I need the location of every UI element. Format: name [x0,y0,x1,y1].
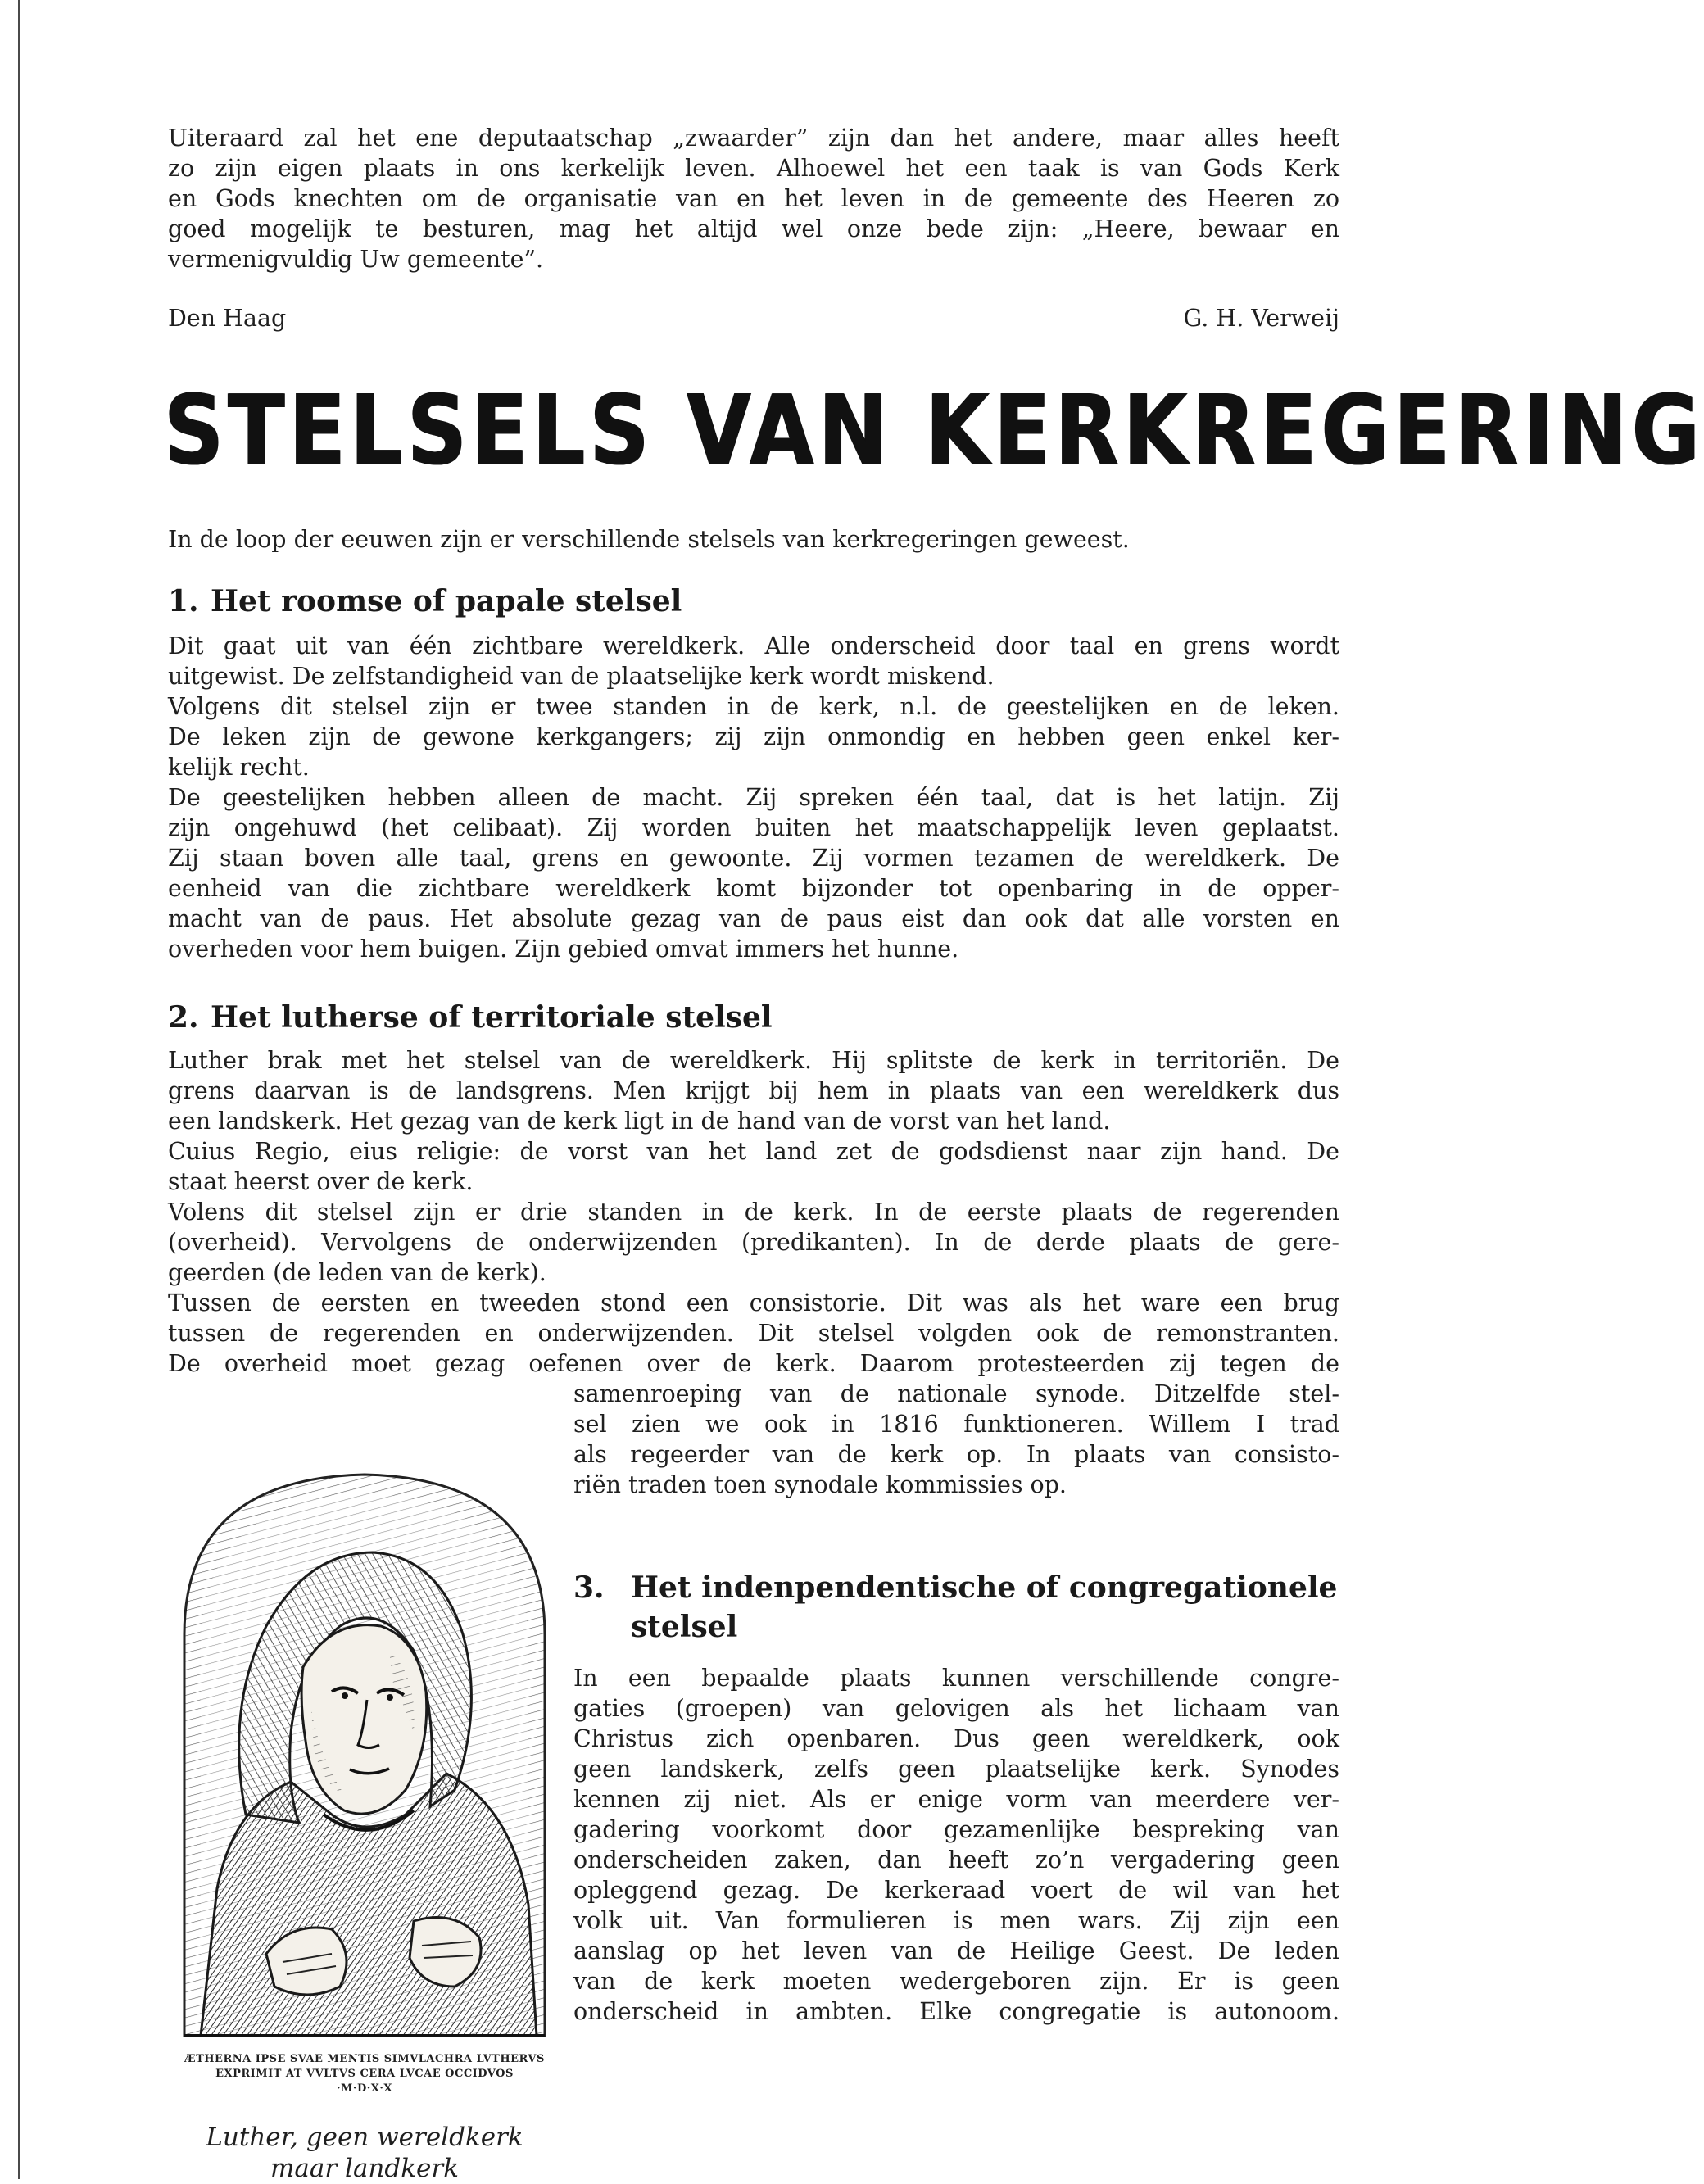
body-line: gaties (groepen) van gelovigen als het lichaam van [573,1695,1339,1722]
body-line: Cuius Regio, eius religie: de vorst van het land zet de godsdienst naar zijn hand. De [168,1138,1339,1165]
section-heading-3 [573,1568,1337,1647]
section-number: 2. [168,1000,199,1035]
section-2-body-continued [573,1379,1339,1500]
body-line: De geestelijken hebben alleen de macht. Zij spreken één taal, dat is het latijn. Zij [168,784,1339,811]
intro-line: Uiteraard zal het ene deputaatschap „zwaarder” zijn dan het andere, maar alles heeft [168,125,1339,152]
figure-caption [168,2122,561,2184]
intro-paragraph [168,123,1339,274]
inscription-line: EXPRIMIT AT VVLTVS CERA LVCAE OCCIDVOS [215,2068,514,2080]
caption-line: Luther, geen wereldkerk [206,2123,523,2152]
body-line: geerden (de leden van de kerk). [168,1259,546,1286]
body-line: macht van de paus. Het absolute gezag van de paus eist dan ook dat alle vorsten en [168,905,1339,932]
body-line: volk uit. Van formulieren is men wars. Zij zijn een [573,1907,1339,1934]
luther-portrait-figure [168,1462,545,2101]
section-2-body [168,1045,1339,1379]
section-heading-2 [168,999,773,1035]
body-line: zijn ongehuwd (het celibaat). Zij worden buiten het maatschappelijk leven geplaatst. [168,814,1339,841]
body-line: geen landskerk, zelfs geen plaatselijke kerk. Synodes [573,1756,1339,1783]
inscription-line: ÆTHERNA IPSE SVAE MENTIS SIMVLACHRA LVTHERVS [184,2053,545,2065]
section-number: 3. [573,1570,605,1605]
signature-place: Den Haag [168,305,287,332]
intro-line: goed mogelijk te besturen, mag het altijd wel onze bede zijn: „Heere, bewaar en [168,215,1339,242]
body-line: Christus zich openbaren. Dus geen wereldkerk, ook [573,1725,1339,1752]
luther-engraving-image [168,1462,561,2052]
body-line: Volens dit stelsel zijn er drie standen in de kerk. In de eerste plaats de regerenden [168,1198,1339,1226]
intro-line: vermenigvuldig Uw gemeente”. [168,246,544,273]
body-line: samenroeping van de nationale synode. Ditzelfde stel- [573,1380,1339,1407]
scan-edge-line [18,0,20,2179]
lead-line: In de loop der eeuwen zijn er verschillende stelsels van kerkregeringen geweest. [168,526,1130,553]
section-3-body [573,1663,1339,2027]
body-line: De overheid moet gezag oefenen over de kerk. Daarom protesteerden zij tegen de [168,1350,1339,1377]
intro-line: en Gods knechten om de organisatie van en het leven in de gemeente des Heeren zo [168,185,1339,212]
body-line: opleggend gezag. De kerkeraad voert de wil van het [573,1877,1339,1904]
body-line: gadering voorkomt door gezamenlijke bespreking van [573,1816,1339,1843]
body-line: (overheid). Vervolgens de onderwijzenden (predikanten). In de derde plaats de gere- [168,1229,1339,1256]
body-line: onderscheid in ambten. Elke congregatie is autonoom. [573,1998,1339,2025]
body-line: Dit gaat uit van één zichtbare wereldkerk. Alle onderscheid door taal en grens wordt [168,632,1339,659]
intro-line: zo zijn eigen plaats in ons kerkelijk leven. Alhoewel het een taak is van Gods Kerk [168,155,1339,182]
section-heading-1 [168,583,682,619]
engraving-inscription [168,2052,561,2096]
body-line: een landskerk. Het gezag van de kerk ligt in de hand van de vorst van het land. [168,1108,1111,1135]
body-line: kennen zij niet. Als er enige vorm van meerdere ver- [573,1786,1339,1813]
body-line: De leken zijn de gewone kerkgangers; zij zijn onmondig en hebben geen enkel ker- [168,723,1339,750]
section-title: Het roomse of papale stelsel [211,584,682,618]
body-line: Luther brak met het stelsel van de wereldkerk. Hij splitste de kerk in territoriën. De [168,1047,1339,1074]
section-1-body [168,631,1339,964]
body-line: eenheid van die zichtbare wereldkerk komt bijzonder tot openbaring in de opper- [168,875,1339,902]
section-number: 1. [168,584,199,618]
body-line: sel zien we ook in 1816 funktioneren. Willem I trad [573,1411,1339,1438]
body-line: grens daarvan is de landsgrens. Men krijgt bij hem in plaats van een wereldkerk dus [168,1077,1339,1104]
body-line: riën traden toen synodale kommissies op. [573,1471,1067,1498]
signature-author: G. H. Verweij [1183,305,1339,332]
body-line: aanslag op het leven van de Heilige Geest. De leden [573,1937,1339,1964]
body-line: staat heerst over de kerk. [168,1168,474,1195]
body-line: Tussen de eersten en tweeden stond een consistorie. Dit was als het ware een brug [168,1289,1339,1316]
body-line: overheden voor hem buigen. Zijn gebied omvat immers het hunne. [168,936,959,963]
article-title: STELSELS VAN KERKREGERING [164,374,1704,487]
section-title: Het lutherse of territoriale stelsel [211,1000,773,1035]
body-line: tussen de regerenden en onderwijzenden. Dit stelsel volgden ook de remonstranten. [168,1320,1339,1347]
section-title: Het indenpendentische of congregationele [631,1570,1338,1605]
body-line: Volgens dit stelsel zijn er twee standen in de kerk, n.l. de geestelijken en de leken. [168,693,1339,720]
body-line: kelijk recht. [168,754,310,781]
body-line: van de kerk moeten wedergeboren zijn. Er is geen [573,1968,1339,1995]
body-line: In een bepaalde plaats kunnen verschillende congre- [573,1665,1339,1692]
lead-paragraph [168,524,1339,555]
body-line: als regeerder van de kerk op. In plaats van consisto- [573,1441,1339,1468]
body-line: Zij staan boven alle taal, grens en gewoonte. Zij vormen tezamen de wereldkerk. De [168,845,1339,872]
inscription-line: ·M·D·X·X [337,2082,392,2095]
body-line: onderscheiden zaken, dan heeft zo’n vergadering geen [573,1846,1339,1874]
caption-line: maar landkerk [270,2154,459,2183]
body-line: uitgewist. De zelfstandigheid van de plaatselijke kerk wordt miskend. [168,663,995,690]
section-title-continued: stelsel [631,1610,738,1644]
